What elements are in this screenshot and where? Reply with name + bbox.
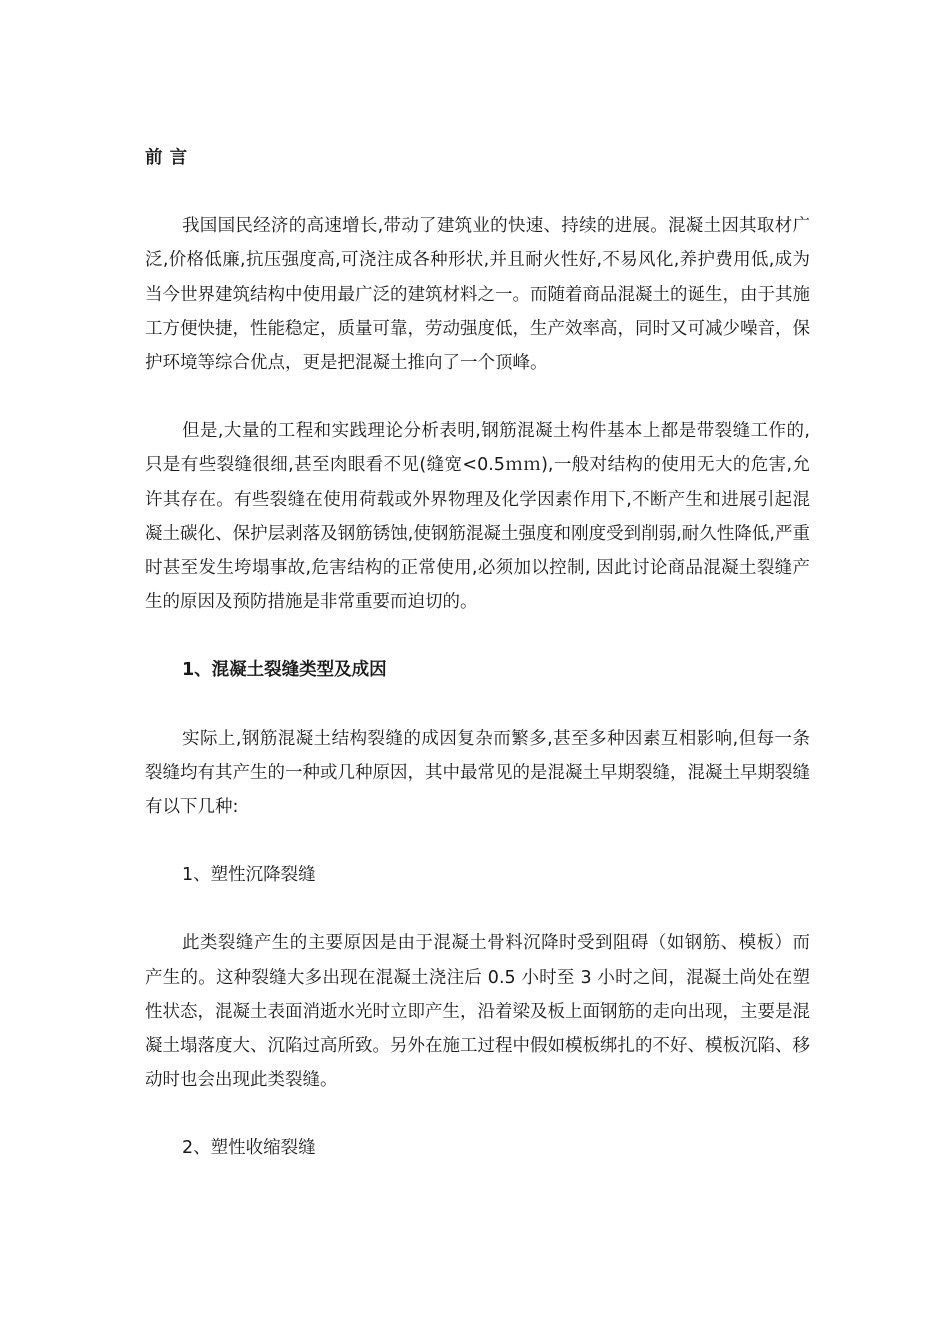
section-title-crack-types: 1、混凝土裂缝类型及成因 — [182, 660, 387, 681]
heading-preface: 前 言 — [145, 148, 188, 168]
paragraph-intro: 我国国民经济的高速增长,带动了建筑业的快速、持续的进展。混凝土因其取材广泛,价格低廉,抗压强度高,可浇注成各种形状,并且耐火性好,不易风化,养护费用低,成为当今世界建筑结构中使用最广泛的建筑材料之一。而随着商品混凝土的诞生，由于其施工方便快捷，性能稳定，质量可靠，劳动强度低，生产效率高，同时又可减少噪音，保护环境等综合优点，更是把混凝土推向了一个顶峰。 — [145, 216, 810, 374]
document-body — [145, 141, 810, 1166]
paragraph-crack-causes: 实际上,钢筋混凝土结构裂缝的成因复杂而繁多,甚至多种因素互相影响,但每一条裂缝均有其产生的一种或几种原因，其中最常见的是混凝土早期裂缝，混凝土早期裂缝有以下几种: — [145, 728, 810, 818]
paragraph-crack-significance: 但是,大量的工程和实践理论分析表明,钢筋混凝土构件基本上都是带裂缝工作的,只是有些裂缝很细,甚至肉眼看不见(缝宽<0.5ｍｍ),一般对结构的使用无大的危害,允许其存在。有些裂缝在使用荷载或外界物理及化学因素作用下,不断产生和进展引起混凝土碳化、保护层剥落及钢筋锈蚀,使钢筋混凝土强度和刚度受到削弱,耐久性降低,严重时甚至发生垮塌事故,危害结构的正常使用,必须加以控制, 因此讨论商品混凝土裂缝产生的原因及预防措施是非常重要而迫切的。 — [145, 421, 810, 613]
subsection-title-settlement-cracks: 1、塑性沉降裂缝 — [182, 865, 316, 886]
paragraph-settlement-cracks: 此类裂缝产生的主要原因是由于混凝土骨料沉降时受到阻碍（如钢筋、模板）而产生的。这种裂缝大多出现在混凝土浇注后 0.5 小时至 3 小时之间，混凝土尚处在塑性状态，混凝土表面消逝水光时立即产生，沿着梁及板上面钢筋的走向出现，主要是混凝土塌落度大、沉陷过高所致。另外在施工过程中假如模板绑扎的不好、模板沉陷、移动时也会出现此类裂缝。 — [145, 933, 810, 1091]
subsection-title-shrinkage-cracks: 2、塑性收缩裂缝 — [182, 1138, 316, 1159]
